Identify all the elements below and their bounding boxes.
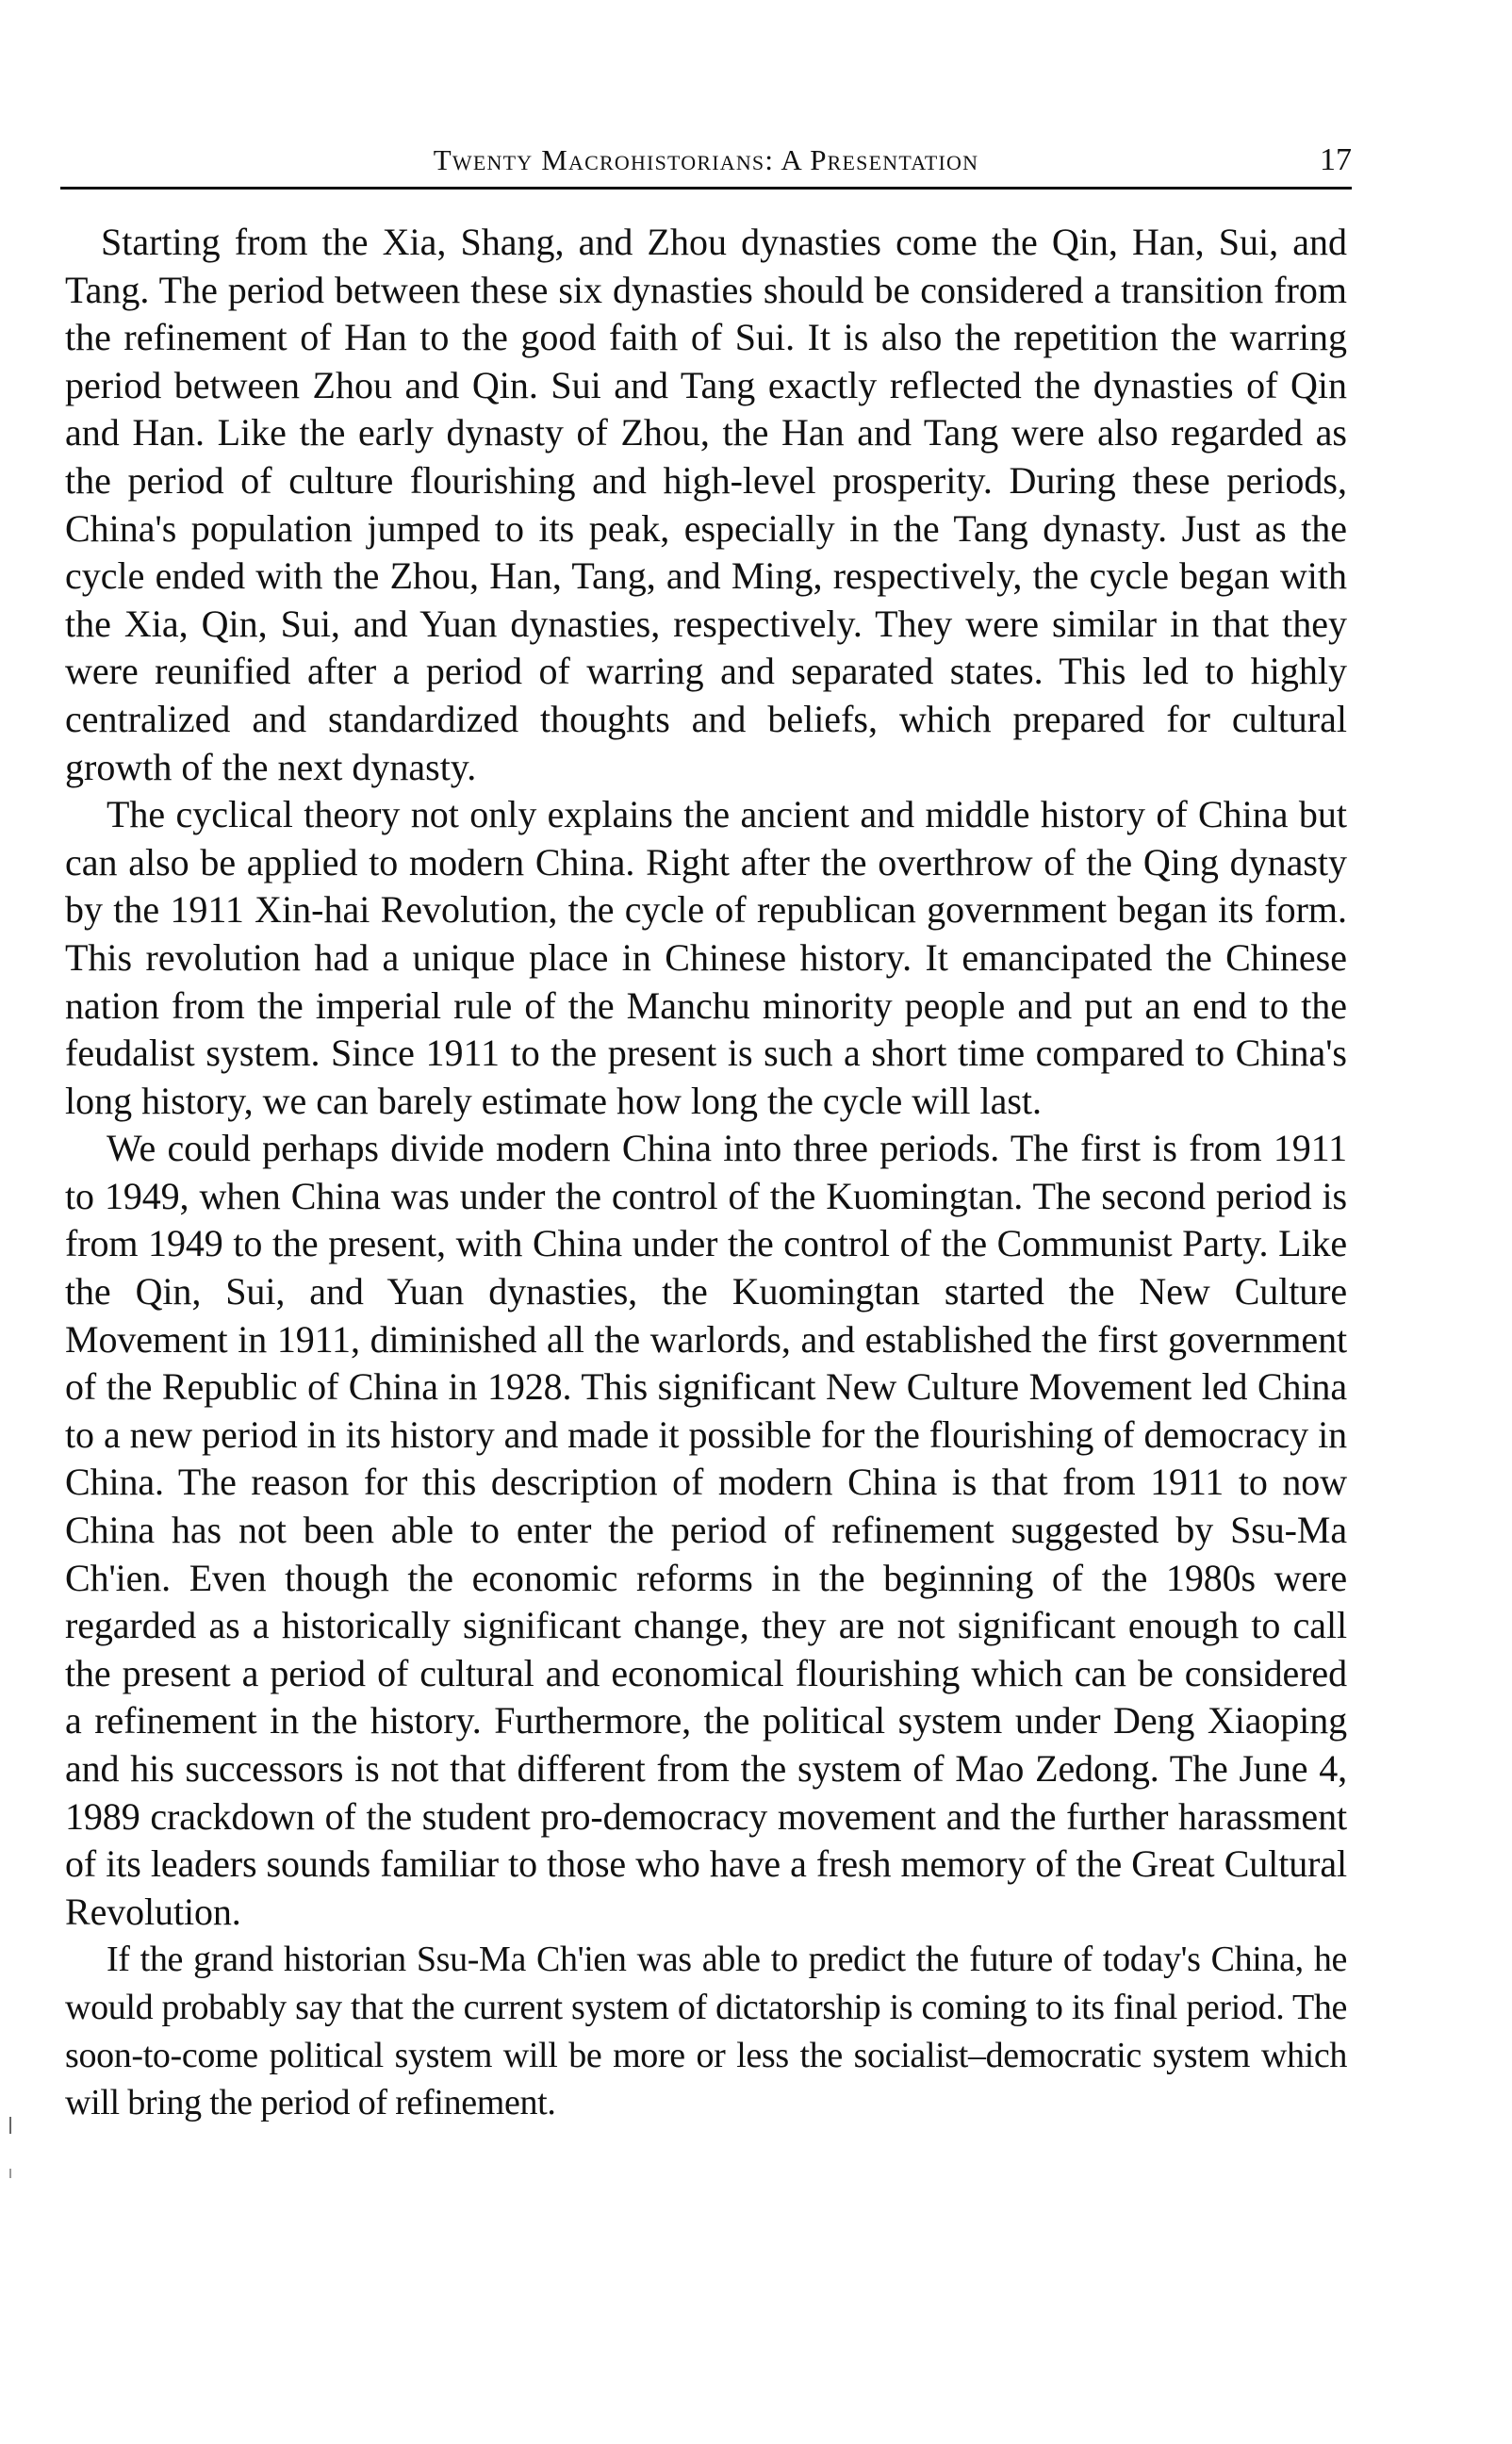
scan-margin-mark (9, 2117, 11, 2134)
running-header (60, 141, 1352, 190)
paragraph-prediction: If the grand historian Ssu-Ma Ch'ien was able to predict the future of today's China, he would probably say that the current system of dictatorship is coming to its final period. The soon-to-come political system will be more or less the socialist–democratic system which will bring the period of refinement. (65, 1940, 1347, 2123)
scan-margin-mark (9, 2169, 11, 2178)
paragraph-dynasty-cycles: Starting from the Xia, Shang, and Zhou dynasties come the Qin, Han, Sui, and Tang. The period between these six dynasties should be considered a transition from the refinement of Han to the good faith of Sui. It is also the repetition the warring period between Zhou and Qin. Sui and Tang exactly reflected the dynasties of Qin and Han. Like the early dynasty of Zhou, the Han and Tang were also regarded as the period of culture flourishing and high-level prosperity. During these periods, China's population jumped to its peak, especially in the Tang dynasty. Just as the cycle ended with the Zhou, Han, Tang, and Ming, respectively, the cycle began with the Xia, Qin, Sui, and Yuan dynasties, respectively. They were similar in that they were reunified after a period of warring and separated states. This led to highly centralized and standardized thoughts and beliefs, which prepared for cultural growth of the next dynasty. (65, 221, 1347, 788)
paragraph-three-periods: We could perhaps divide modern China into three periods. The first is from 1911 to 1949, when China was under the control of the Kuomingtan. The second period is from 1949 to the present, with China under the control of the Communist Party. Like the Qin, Sui, and Yuan dynasties, the Kuomingtan started the New Culture Movement in 1911, diminished all the warlords, and established the first government of the Republic of China in 1928. This significant New Culture Movement led China to a new period in its history and made it possible for the flourishing of democracy in China. The reason for this description of modern China is that from 1911 to now China has not been able to enter the period of refinement suggested by Ssu-Ma Ch'ien. Even though the economic reforms in the beginning of the 1980s were regarded as a historically significant change, they are not significant enough to call the present a period of cultural and economical flourishing which can be considered a refinement in the history. Furthermore, the political system under Deng Xiaoping and his successors is not that different from the system of Mao Zedong. The June 4, 1989 crackdown of the student pro-democracy movement and the further harassment of its leaders sounds familiar to those who have a fresh memory of the Great Cultural Revolution. (65, 1127, 1347, 1933)
page-number: 17 (1320, 142, 1352, 177)
body-text (65, 219, 1347, 2127)
paragraph-modern-china: The cyclical theory not only explains the ancient and middle history of China but can also be applied to modern China. Right after the overthrow of the Qing dynasty by the 1911 Xin-hai Revolution, the cycle of republican government began its form. This revolution had a unique place in Chinese history. It emancipated the Chinese nation from the imperial rule of the Manchu minority people and put an end to the feudalist system. Since 1911 to the present is such a short time compared to China's long history, we can barely estimate how long the cycle will last. (65, 793, 1347, 1122)
running-title: Twenty Macrohistorians: A Presentation (433, 143, 979, 176)
